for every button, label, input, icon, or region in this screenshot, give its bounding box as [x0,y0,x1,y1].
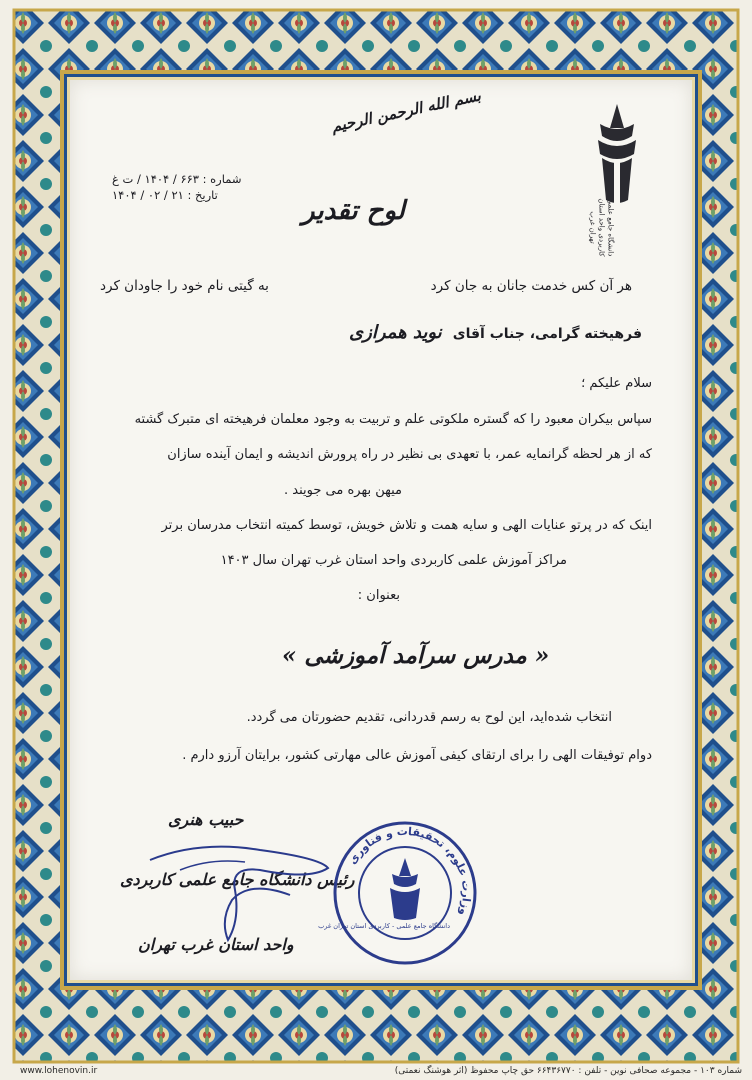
letter-date: تاریخ : ۲۱ / ۰۲ / ۱۴۰۴ [112,188,218,202]
handwritten-signature [140,840,340,950]
body-line-7: دوام توفیقات الهی را برای ارتقای کیفی آموزش عالی مهارتی کشور، برایتان آرزو دارم . [182,748,652,763]
body-line-3: میهن بهره می جویند . [284,483,402,498]
recipient-line [349,322,642,343]
stamp-inner-text: دانشگاه جامع علمی - کاربردی استان تهران غرب [318,922,450,930]
certificate-title: لوح تقدیر [302,196,405,226]
greeting-text: سلام علیکم ؛ [581,376,652,391]
university-emblem-caption: دانشگاه جامع علمی کاربردی واحد استان تهران غرب [588,198,615,257]
official-stamp [318,818,480,968]
signatory-name: حبیب هنری [168,810,244,829]
recipient-name: نوید همرازی [349,322,442,343]
body-line-6: انتخاب شده‌اید، این لوح به رسم قدردانی، تقدیم حضورتان می گردد. [246,710,612,725]
poem-left-hemistich: به گیتی نام خود را جاودان کرد [100,278,269,294]
body-line-5: مراکز آموزش علمی کاربردی واحد استان غرب تهران سال ۱۴۰۳ [220,553,567,568]
footer-print-info: شماره ۱۰۳ - مجموعه صحافی نوین - تلفن : ۶۶۴۳۶۷۷۰ حق چاپ محفوظ (اثر هوشنگ نعمتی) [394,1066,742,1076]
poem-right-hemistich: هر آن کس خدمت جانان به جان کرد [430,278,632,294]
body-line-1: سپاس بیکران معبود را که گستره ملکوتی علم و تربیت به وجود معلمان فرهیخته ای متبرک گشته [134,412,652,427]
stamp-ring-text: وزارت علوم، تحقیقات و فناوری [345,824,474,918]
letter-number: شماره : ۶۶۳ / ۱۴۰۴ / ت غ [112,172,242,186]
signatory-title: رئیس دانشگاه جامع علمی کاربردی [120,870,355,889]
basmala-calligraphy: بسم الله الرحمن الرحیم [329,86,483,136]
award-title: « مدرس سرآمد آموزشی » [282,642,550,669]
signatory-unit: واحد استان غرب تهران [138,935,294,954]
body-line-2: که از هر لحظه گرانمایه عمر، با تعهدی بی نظیر در راه پرورش اندیشه و ایمان آینده سازان [167,447,652,462]
body-line-4: اینک که در پرتو عنایات الهی و سایه همت و تلاش خویش، توسط کمیته انتخاب مدرسان برتر [161,518,652,533]
footer-website: www.lohenovin.ir [20,1066,98,1076]
as-label: بعنوان : [357,588,400,603]
recipient-salutation: فرهیخته گرامی، جناب آقای [452,326,642,342]
